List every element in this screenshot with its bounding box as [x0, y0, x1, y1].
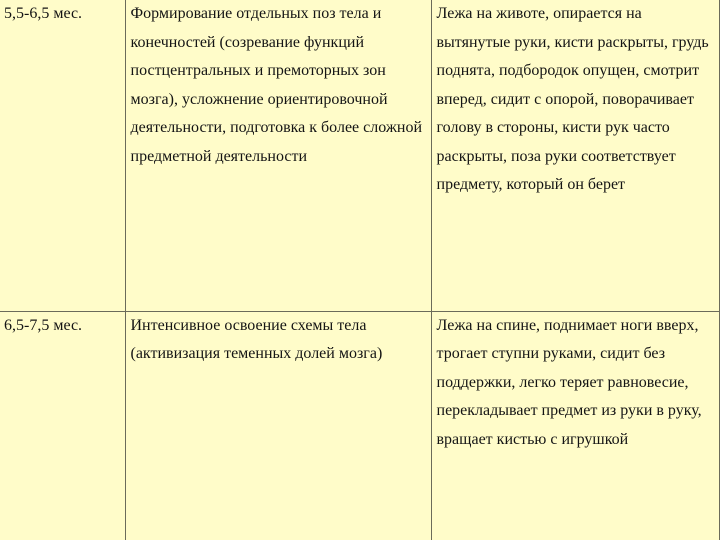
- development-cell: [125, 0, 431, 311]
- age-text: 6,5-7,5 мес.: [4, 316, 83, 334]
- skills-cell: [431, 311, 719, 540]
- age-text: 5,5-6,5 мес.: [4, 5, 83, 22]
- table-row: [0, 311, 719, 540]
- age-cell: [0, 311, 125, 540]
- development-text: Формирование отдельных поз тела и конечностей (созревание функций постцентральных и премоторных зон мозга), усложнение ориентировочной деятельности, подготовка к более сложной предметной деятельности: [130, 5, 423, 165]
- skills-text: Лежа на животе, опирается на вытянутые руки, кисти раскрыты, грудь поднята, подбородок опущен, смотрит вперед, сидит с опорой, поворачивает голову в стороны, кисти рук часто раскрыты, поза руки соответствует предмету, который он берет: [436, 5, 709, 193]
- skills-text: Лежа на спине, поднимает ноги вверх, трогает ступни руками, сидит без поддержки, легко теряет равновесие, перекладывает предмет из руки в руку, вращает кистью с игрушкой: [436, 316, 702, 448]
- skills-cell: [431, 0, 719, 311]
- development-cell: [125, 311, 431, 540]
- age-cell: [0, 0, 125, 311]
- development-text: Интенсивное освоение схемы тела (активизация теменных долей мозга): [130, 316, 383, 362]
